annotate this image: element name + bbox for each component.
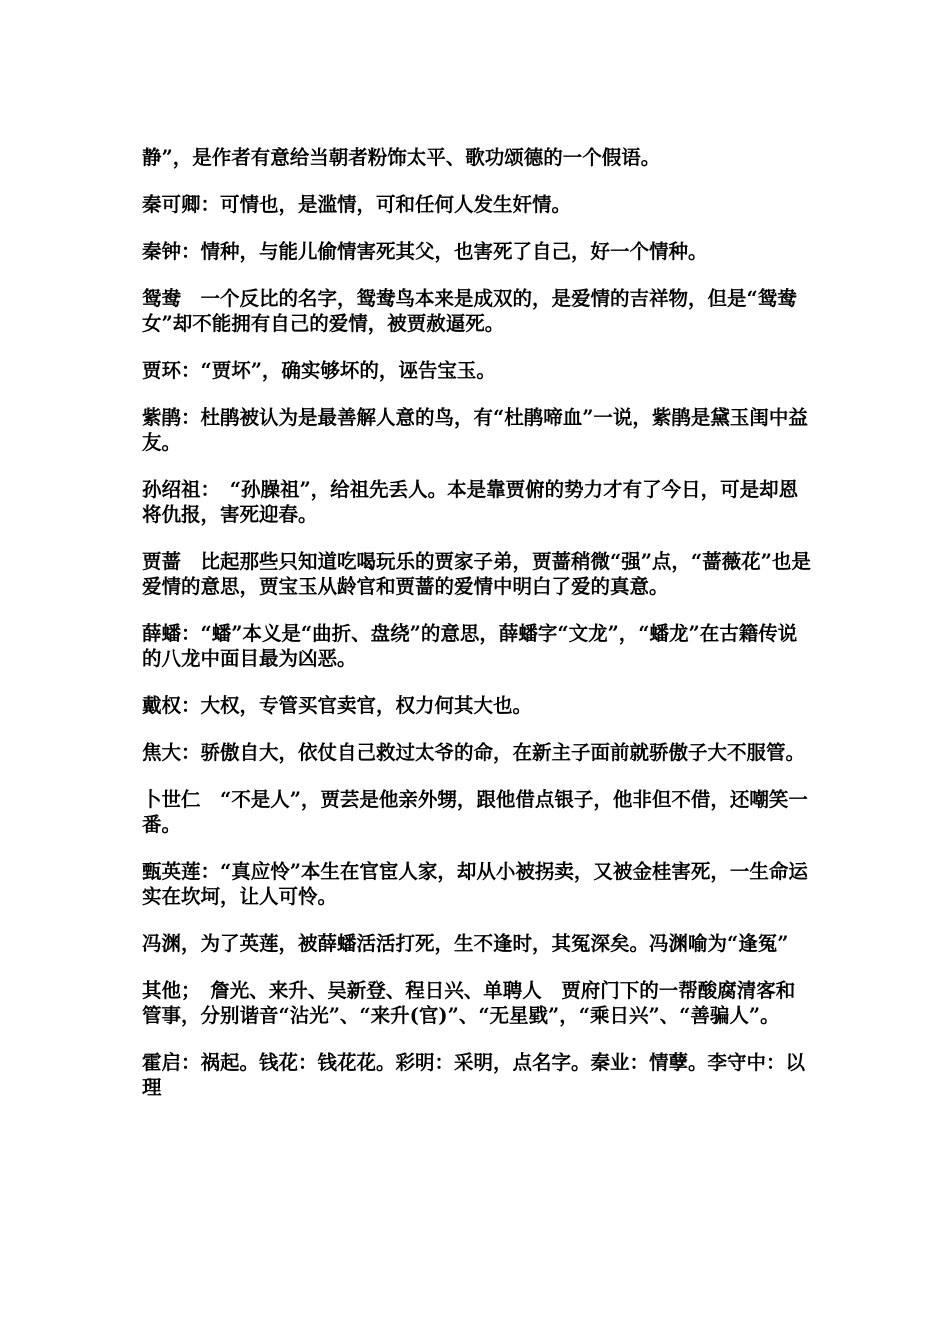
paragraph-others: 其他； 詹光、来升、吴新登、程日兴、单聘人 贾府门下的一帮酸腐清客和管事，分别谐音“沾光”、“来升(官)”、“无星戥”，“乘日兴”、“善骗人”。	[142, 979, 796, 1027]
paragraph-bu-shiren: 卜世仁 “不是人”，贾芸是他亲外甥，跟他借点银子，他非但不借，还嘲笑一番。	[142, 788, 808, 836]
paragraph-jing-ending: 静”，是作者有意给当朝者粉饰太平、歌功颂德的一个假语。	[142, 146, 661, 169]
paragraph-zhen-yinglian: 甄英莲：“真应怜”本生在官宦人家，却从小被拐卖，又被金桂害死，一生命运实在坎坷，让人可怜。	[142, 860, 808, 908]
paragraph-dai-quan: 戴权：大权，专管买官卖官，权力何其大也。	[142, 694, 533, 717]
paragraph-jiao-da: 焦大：骄傲自大，依仗自己救过太爷的命，在新主子面前就骄傲子大不服管。	[142, 741, 806, 764]
paragraph-huo-qi: 霍启：祸起。钱花：钱花花。彩明：采明，点名字。秦业：情孽。李守中：以理	[142, 1051, 806, 1099]
paragraph-yuanyang: 鸳鸯 一个反比的名字，鸳鸯鸟本来是成双的，是爱情的吉祥物，但是“鸳鸯女”却不能拥有自己的爱情，被贾赦逼死。	[142, 287, 797, 335]
paragraph-xue-pan: 薛蟠：“蟠”本义是“曲折、盘绕”的意思，薛蟠字“文龙”，“蟠龙”在古籍传说的八龙中面目最为凶恶。	[142, 622, 798, 670]
paragraph-zijuan: 紫鹃：杜鹃被认为是最善解人意的鸟，有“杜鹃啼血”一说，紫鹃是黛玉闺中益友。	[142, 406, 808, 454]
paragraph-qin-zhong: 秦钟：情种，与能儿偷情害死其父，也害死了自己，好一个情种。	[142, 240, 708, 263]
paragraph-feng-yuan: 冯渊，为了英莲，被薛蟠活活打死，生不逢时，其冤深矣。冯渊喻为“逢冤”	[142, 932, 789, 955]
paragraph-jia-qiang: 贾蔷 比起那些只知道吃喝玩乐的贾家子弟，贾蔷稍微“强”点，“蔷薇花”也是爱情的意思，贾宝玉从龄官和贾蔷的爱情中明白了爱的真意。	[142, 550, 811, 598]
paragraph-jia-huan: 贾环：“贾坏”，确实够坏的，诬告宝玉。	[142, 359, 496, 382]
paragraph-sun-shaozu: 孙绍祖： “孙臊祖”，给祖先丢人。本是靠贾俯的势力才有了今日，可是却恩将仇报，害死迎春。	[142, 478, 799, 526]
document-body	[142, 145, 814, 1122]
paragraph-qin-keqing: 秦可卿：可情也，是滥情，可和任何人发生奸情。	[142, 193, 572, 216]
